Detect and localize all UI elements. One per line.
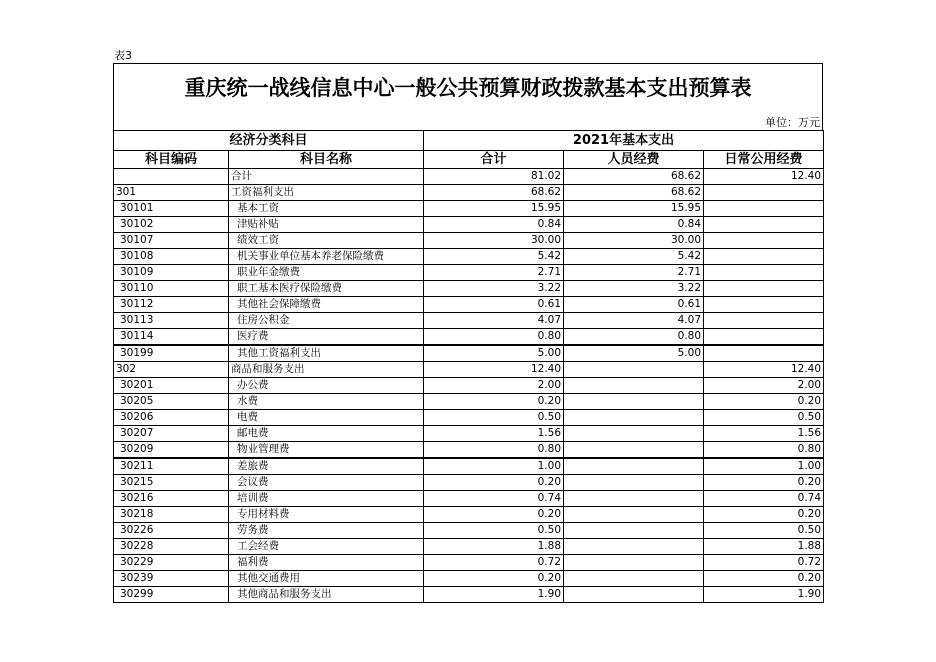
cell-personnel [564, 475, 704, 491]
cell-daily: 0.72 [704, 555, 824, 571]
table-row [114, 378, 824, 394]
cell-personnel: 30.00 [564, 233, 704, 249]
table-row [114, 169, 824, 185]
table-row [114, 458, 824, 475]
cell-daily: 12.40 [704, 362, 824, 378]
table-label: 表3 [114, 49, 132, 62]
cell-daily: 1.90 [704, 587, 824, 603]
cell-personnel: 3.22 [564, 281, 704, 297]
cell-daily [704, 201, 824, 217]
cell-code: 30113 [114, 313, 229, 329]
cell-daily: 0.20 [704, 475, 824, 491]
cell-daily: 0.20 [704, 507, 824, 523]
cell-name: 其他商品和服务支出 [229, 587, 424, 603]
cell-total: 2.71 [424, 265, 564, 281]
cell-personnel [564, 442, 704, 459]
cell-personnel [564, 587, 704, 603]
title-block [113, 63, 823, 130]
cell-code: 301 [114, 185, 229, 201]
header-daily: 日常公用经费 [704, 151, 824, 169]
table-row [114, 523, 824, 539]
cell-personnel [564, 507, 704, 523]
header-row-1 [114, 131, 824, 151]
cell-code: 30239 [114, 571, 229, 587]
cell-total: 3.22 [424, 281, 564, 297]
cell-code: 30108 [114, 249, 229, 265]
cell-daily [704, 345, 824, 362]
cell-total: 5.00 [424, 345, 564, 362]
cell-daily [704, 185, 824, 201]
cell-code: 30205 [114, 394, 229, 410]
cell-personnel [564, 362, 704, 378]
cell-total: 0.74 [424, 491, 564, 507]
table-row [114, 297, 824, 313]
cell-personnel: 0.84 [564, 217, 704, 233]
cell-daily: 0.20 [704, 571, 824, 587]
cell-personnel: 68.62 [564, 169, 704, 185]
cell-name: 专用材料费 [229, 507, 424, 523]
table-row [114, 394, 824, 410]
header-total: 合计 [424, 151, 564, 169]
cell-name: 商品和服务支出 [229, 362, 424, 378]
cell-name: 其他社会保障缴费 [229, 297, 424, 313]
cell-total: 0.84 [424, 217, 564, 233]
table-row [114, 233, 824, 249]
cell-total: 0.20 [424, 507, 564, 523]
cell-name: 职业年金缴费 [229, 265, 424, 281]
cell-code: 302 [114, 362, 229, 378]
table-row [114, 201, 824, 217]
table-row [114, 587, 824, 603]
table-row [114, 555, 824, 571]
page-title: 重庆统一战线信息中心一般公共预算财政拨款基本支出预算表 [184, 75, 752, 100]
table-row [114, 491, 824, 507]
cell-total: 0.50 [424, 523, 564, 539]
cell-name: 绩效工资 [229, 233, 424, 249]
cell-code: 30215 [114, 475, 229, 491]
cell-name: 电费 [229, 410, 424, 426]
cell-code: 30107 [114, 233, 229, 249]
cell-name: 机关事业单位基本养老保险缴费 [229, 249, 424, 265]
table-row [114, 281, 824, 297]
table-row [114, 185, 824, 201]
cell-name: 职工基本医疗保险缴费 [229, 281, 424, 297]
cell-daily [704, 265, 824, 281]
cell-daily: 1.56 [704, 426, 824, 442]
cell-name: 医疗费 [229, 329, 424, 346]
cell-daily: 0.50 [704, 410, 824, 426]
cell-total: 1.56 [424, 426, 564, 442]
cell-total: 0.20 [424, 394, 564, 410]
table-row [114, 313, 824, 329]
unit-label: 单位：万元 [765, 116, 820, 129]
cell-personnel [564, 426, 704, 442]
cell-total: 0.50 [424, 410, 564, 426]
cell-total: 1.88 [424, 539, 564, 555]
cell-personnel [564, 523, 704, 539]
cell-total: 0.61 [424, 297, 564, 313]
cell-code: 30112 [114, 297, 229, 313]
header-row-2 [114, 151, 824, 169]
budget-table [113, 130, 824, 603]
cell-personnel: 4.07 [564, 313, 704, 329]
cell-personnel: 0.80 [564, 329, 704, 346]
cell-code: 30199 [114, 345, 229, 362]
cell-code: 30299 [114, 587, 229, 603]
cell-personnel [564, 394, 704, 410]
header-name: 科目名称 [229, 151, 424, 169]
cell-name: 办公费 [229, 378, 424, 394]
cell-total: 12.40 [424, 362, 564, 378]
header-personnel: 人员经费 [564, 151, 704, 169]
table-row [114, 539, 824, 555]
cell-total: 15.95 [424, 201, 564, 217]
cell-daily: 12.40 [704, 169, 824, 185]
cell-personnel: 5.42 [564, 249, 704, 265]
cell-daily [704, 281, 824, 297]
cell-name: 合计 [229, 169, 424, 185]
table-row [114, 217, 824, 233]
cell-code: 30207 [114, 426, 229, 442]
cell-daily [704, 249, 824, 265]
cell-daily: 0.74 [704, 491, 824, 507]
cell-personnel: 2.71 [564, 265, 704, 281]
cell-total: 30.00 [424, 233, 564, 249]
cell-daily [704, 297, 824, 313]
cell-code [114, 169, 229, 185]
cell-personnel [564, 571, 704, 587]
cell-daily [704, 233, 824, 249]
cell-daily: 0.50 [704, 523, 824, 539]
budget-sheet [113, 63, 823, 603]
cell-name: 物业管理费 [229, 442, 424, 459]
cell-name: 会议费 [229, 475, 424, 491]
cell-code: 30229 [114, 555, 229, 571]
cell-code: 30110 [114, 281, 229, 297]
cell-code: 30228 [114, 539, 229, 555]
table-row [114, 329, 824, 346]
cell-code: 30109 [114, 265, 229, 281]
table-row [114, 362, 824, 378]
cell-daily: 0.20 [704, 394, 824, 410]
table-row [114, 345, 824, 362]
cell-name: 劳务费 [229, 523, 424, 539]
cell-daily [704, 329, 824, 346]
cell-total: 2.00 [424, 378, 564, 394]
cell-total: 0.80 [424, 442, 564, 459]
cell-daily: 0.80 [704, 442, 824, 459]
cell-total: 4.07 [424, 313, 564, 329]
header-econ-class: 经济分类科目 [114, 131, 424, 151]
cell-code: 30209 [114, 442, 229, 459]
cell-code: 30102 [114, 217, 229, 233]
cell-personnel: 68.62 [564, 185, 704, 201]
cell-total: 5.42 [424, 249, 564, 265]
cell-personnel [564, 491, 704, 507]
cell-code: 30101 [114, 201, 229, 217]
cell-code: 30114 [114, 329, 229, 346]
cell-name: 邮电费 [229, 426, 424, 442]
header-code: 科目编码 [114, 151, 229, 169]
cell-personnel [564, 410, 704, 426]
cell-name: 差旅费 [229, 458, 424, 475]
cell-personnel: 5.00 [564, 345, 704, 362]
cell-daily: 2.00 [704, 378, 824, 394]
cell-total: 1.00 [424, 458, 564, 475]
cell-daily [704, 217, 824, 233]
cell-daily: 1.88 [704, 539, 824, 555]
cell-code: 30206 [114, 410, 229, 426]
cell-total: 81.02 [424, 169, 564, 185]
table-body [114, 169, 824, 603]
cell-name: 基本工资 [229, 201, 424, 217]
table-row [114, 571, 824, 587]
cell-personnel [564, 458, 704, 475]
cell-code: 30216 [114, 491, 229, 507]
cell-name: 培训费 [229, 491, 424, 507]
cell-daily: 1.00 [704, 458, 824, 475]
cell-total: 0.20 [424, 571, 564, 587]
table-row [114, 426, 824, 442]
cell-code: 30211 [114, 458, 229, 475]
cell-code: 30218 [114, 507, 229, 523]
cell-personnel [564, 539, 704, 555]
cell-personnel: 0.61 [564, 297, 704, 313]
cell-personnel [564, 555, 704, 571]
table-row [114, 249, 824, 265]
cell-name: 其他交通费用 [229, 571, 424, 587]
cell-total: 0.80 [424, 329, 564, 346]
cell-code: 30201 [114, 378, 229, 394]
cell-code: 30226 [114, 523, 229, 539]
cell-personnel [564, 378, 704, 394]
cell-name: 其他工资福利支出 [229, 345, 424, 362]
cell-total: 0.72 [424, 555, 564, 571]
cell-name: 工资福利支出 [229, 185, 424, 201]
header-year-basic: 2021年基本支出 [424, 131, 824, 151]
cell-name: 福利费 [229, 555, 424, 571]
cell-name: 津贴补贴 [229, 217, 424, 233]
cell-daily [704, 313, 824, 329]
cell-name: 水费 [229, 394, 424, 410]
table-row [114, 507, 824, 523]
cell-total: 1.90 [424, 587, 564, 603]
table-row [114, 442, 824, 459]
cell-total: 0.20 [424, 475, 564, 491]
cell-name: 工会经费 [229, 539, 424, 555]
cell-name: 住房公积金 [229, 313, 424, 329]
table-row [114, 265, 824, 281]
cell-personnel: 15.95 [564, 201, 704, 217]
table-row [114, 475, 824, 491]
cell-total: 68.62 [424, 185, 564, 201]
table-row [114, 410, 824, 426]
